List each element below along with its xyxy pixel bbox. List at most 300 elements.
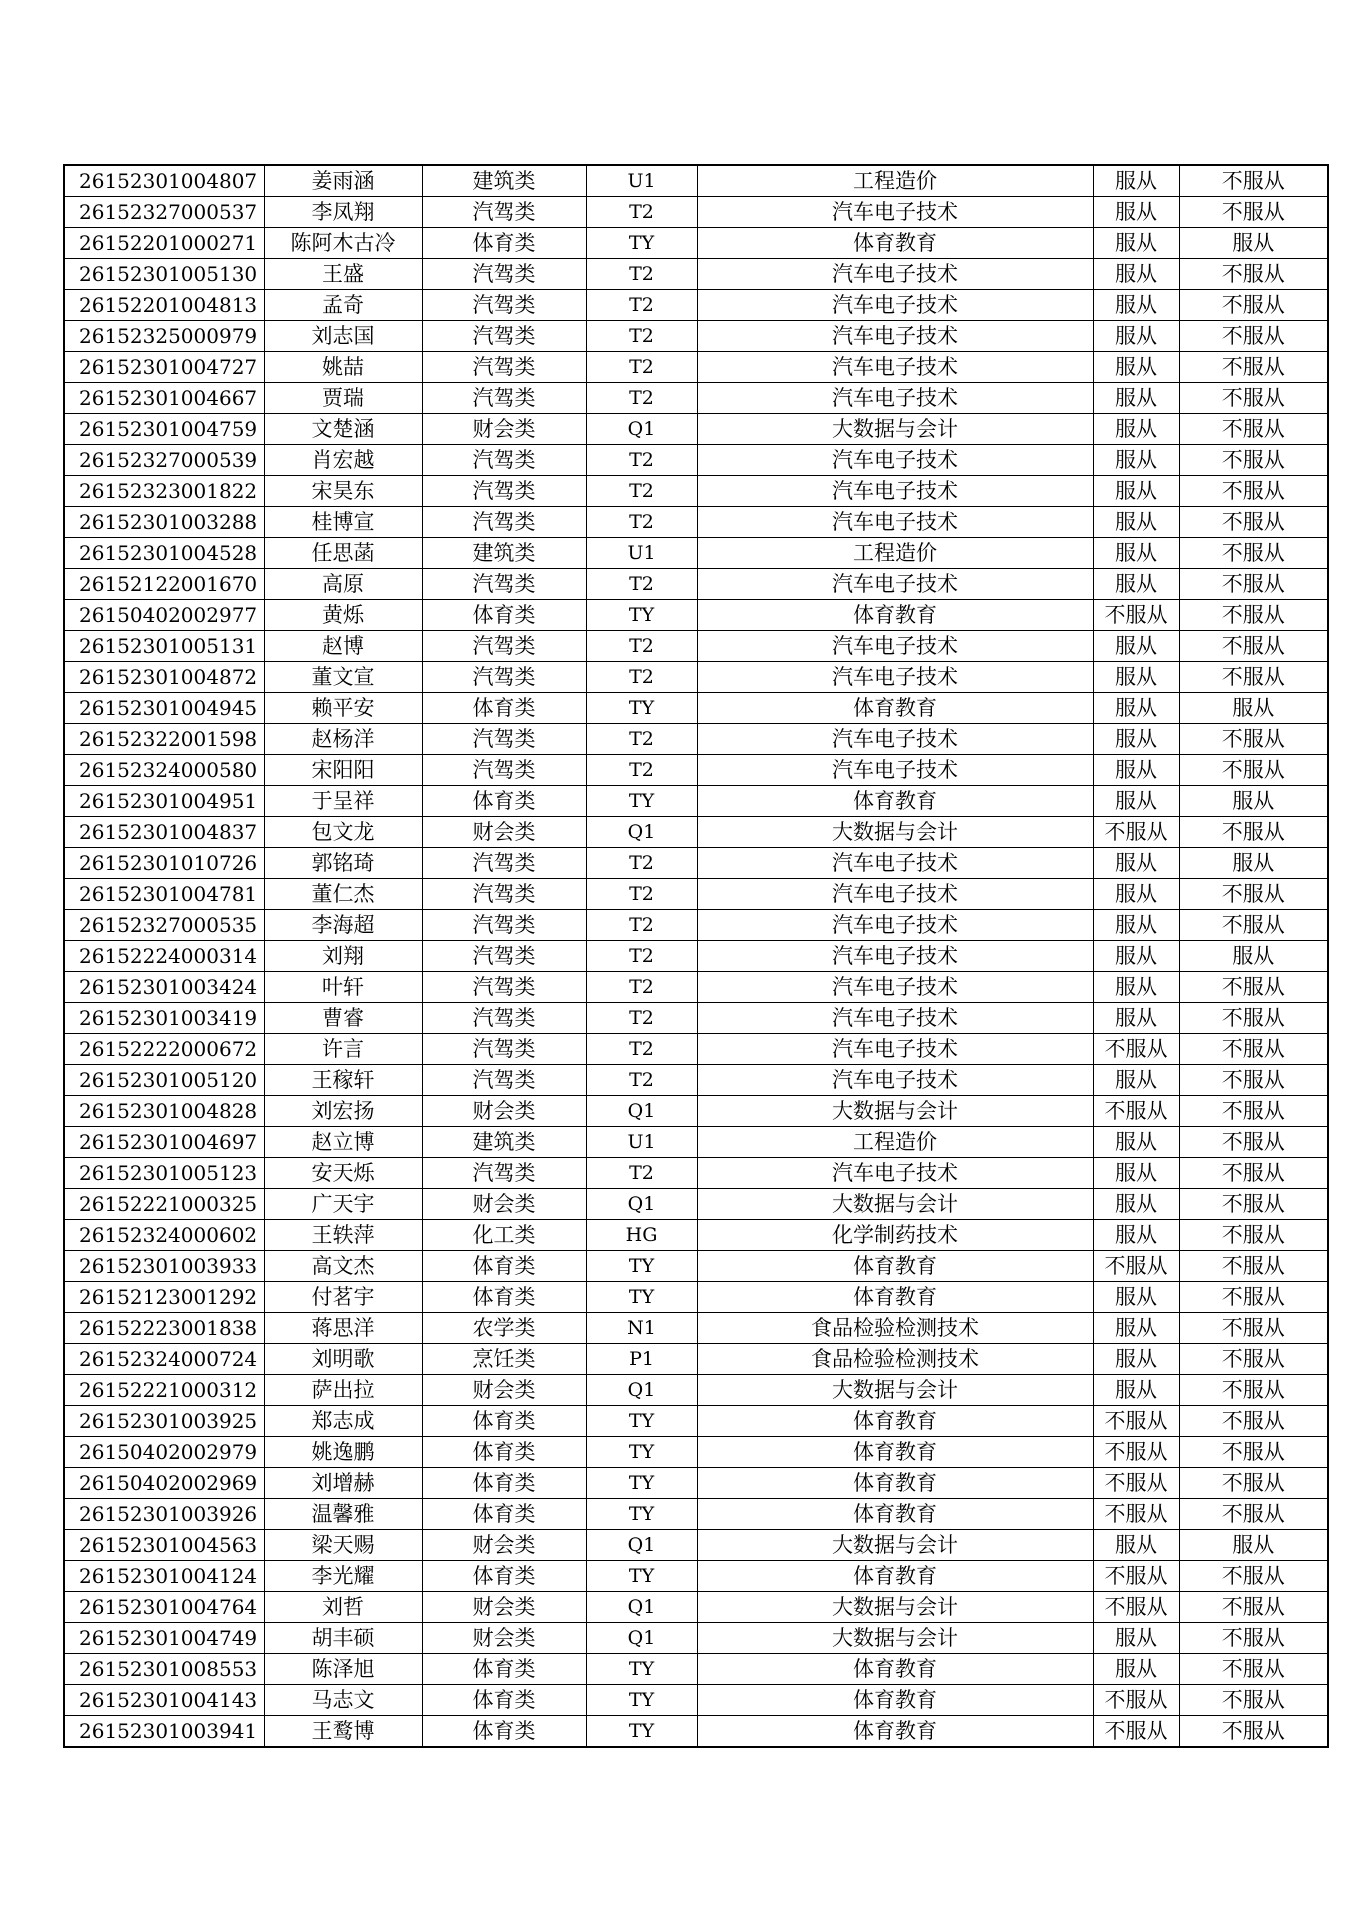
student-name-cell: 董仁杰 bbox=[264, 879, 422, 910]
student-name-cell: 马志文 bbox=[264, 1685, 422, 1716]
major-cell: 体育教育 bbox=[697, 1251, 1093, 1282]
code-cell: U1 bbox=[586, 538, 697, 569]
student-id-cell: 26152301003419 bbox=[64, 1003, 264, 1034]
adjust-obey-cell: 不服从 bbox=[1093, 1685, 1179, 1716]
student-name-cell: 蒋思洋 bbox=[264, 1313, 422, 1344]
second-obey-cell: 不服从 bbox=[1179, 1251, 1328, 1282]
second-obey-cell: 不服从 bbox=[1179, 290, 1328, 321]
student-id-cell: 26152301005131 bbox=[64, 631, 264, 662]
major-cell: 大数据与会计 bbox=[697, 1530, 1093, 1561]
table-row bbox=[64, 569, 1328, 600]
student-name-cell: 赵杨洋 bbox=[264, 724, 422, 755]
adjust-obey-cell: 服从 bbox=[1093, 538, 1179, 569]
major-cell: 体育教育 bbox=[697, 1499, 1093, 1530]
category-cell: 化工类 bbox=[422, 1220, 586, 1251]
student-id-cell: 26152301004945 bbox=[64, 693, 264, 724]
student-id-cell: 26152301004764 bbox=[64, 1592, 264, 1623]
adjust-obey-cell: 服从 bbox=[1093, 1654, 1179, 1685]
student-id-cell: 26152222000672 bbox=[64, 1034, 264, 1065]
table-body bbox=[64, 165, 1328, 1747]
table-row bbox=[64, 724, 1328, 755]
code-cell: TY bbox=[586, 600, 697, 631]
adjust-obey-cell: 服从 bbox=[1093, 724, 1179, 755]
student-id-cell: 26152301003941 bbox=[64, 1716, 264, 1748]
second-obey-cell: 不服从 bbox=[1179, 476, 1328, 507]
student-name-cell: 王鹜博 bbox=[264, 1716, 422, 1748]
code-cell: T2 bbox=[586, 445, 697, 476]
major-cell: 汽车电子技术 bbox=[697, 910, 1093, 941]
code-cell: Q1 bbox=[586, 414, 697, 445]
student-name-cell: 曹睿 bbox=[264, 1003, 422, 1034]
major-cell: 汽车电子技术 bbox=[697, 755, 1093, 786]
student-name-cell: 桂博宣 bbox=[264, 507, 422, 538]
second-obey-cell: 不服从 bbox=[1179, 879, 1328, 910]
student-id-cell: 26152123001292 bbox=[64, 1282, 264, 1313]
major-cell: 体育教育 bbox=[697, 693, 1093, 724]
second-obey-cell: 不服从 bbox=[1179, 600, 1328, 631]
table-row bbox=[64, 1468, 1328, 1499]
category-cell: 体育类 bbox=[422, 600, 586, 631]
student-name-cell: 王盛 bbox=[264, 259, 422, 290]
student-name-cell: 王稼轩 bbox=[264, 1065, 422, 1096]
student-id-cell: 26152323001822 bbox=[64, 476, 264, 507]
category-cell: 汽驾类 bbox=[422, 507, 586, 538]
student-name-cell: 高原 bbox=[264, 569, 422, 600]
major-cell: 体育教育 bbox=[697, 1561, 1093, 1592]
adjust-obey-cell: 服从 bbox=[1093, 1189, 1179, 1220]
second-obey-cell: 不服从 bbox=[1179, 1003, 1328, 1034]
student-id-cell: 26152301008553 bbox=[64, 1654, 264, 1685]
code-cell: TY bbox=[586, 1406, 697, 1437]
major-cell: 汽车电子技术 bbox=[697, 321, 1093, 352]
code-cell: T2 bbox=[586, 848, 697, 879]
student-id-cell: 26152324000602 bbox=[64, 1220, 264, 1251]
major-cell: 汽车电子技术 bbox=[697, 972, 1093, 1003]
major-cell: 汽车电子技术 bbox=[697, 383, 1093, 414]
category-cell: 建筑类 bbox=[422, 165, 586, 197]
student-id-cell: 26152325000979 bbox=[64, 321, 264, 352]
table-row bbox=[64, 1096, 1328, 1127]
major-cell: 汽车电子技术 bbox=[697, 724, 1093, 755]
adjust-obey-cell: 服从 bbox=[1093, 321, 1179, 352]
code-cell: T2 bbox=[586, 1065, 697, 1096]
adjust-obey-cell: 服从 bbox=[1093, 910, 1179, 941]
category-cell: 体育类 bbox=[422, 693, 586, 724]
category-cell: 体育类 bbox=[422, 1561, 586, 1592]
adjust-obey-cell: 服从 bbox=[1093, 1530, 1179, 1561]
second-obey-cell: 不服从 bbox=[1179, 1406, 1328, 1437]
student-id-cell: 26152301004837 bbox=[64, 817, 264, 848]
student-name-cell: 赖平安 bbox=[264, 693, 422, 724]
second-obey-cell: 不服从 bbox=[1179, 538, 1328, 569]
major-cell: 大数据与会计 bbox=[697, 1096, 1093, 1127]
student-id-cell: 26152122001670 bbox=[64, 569, 264, 600]
student-name-cell: 郑志成 bbox=[264, 1406, 422, 1437]
category-cell: 体育类 bbox=[422, 1499, 586, 1530]
major-cell: 汽车电子技术 bbox=[697, 1065, 1093, 1096]
student-name-cell: 于呈祥 bbox=[264, 786, 422, 817]
student-name-cell: 付茗宇 bbox=[264, 1282, 422, 1313]
adjust-obey-cell: 服从 bbox=[1093, 786, 1179, 817]
category-cell: 财会类 bbox=[422, 817, 586, 848]
adjust-obey-cell: 服从 bbox=[1093, 197, 1179, 228]
student-name-cell: 郭铭琦 bbox=[264, 848, 422, 879]
major-cell: 汽车电子技术 bbox=[697, 1158, 1093, 1189]
second-obey-cell: 不服从 bbox=[1179, 1096, 1328, 1127]
student-name-cell: 刘哲 bbox=[264, 1592, 422, 1623]
student-id-cell: 26152301004143 bbox=[64, 1685, 264, 1716]
major-cell: 汽车电子技术 bbox=[697, 476, 1093, 507]
second-obey-cell: 不服从 bbox=[1179, 1685, 1328, 1716]
table-row bbox=[64, 259, 1328, 290]
student-id-cell: 26152301004872 bbox=[64, 662, 264, 693]
student-id-cell: 26152301004727 bbox=[64, 352, 264, 383]
table-row bbox=[64, 972, 1328, 1003]
category-cell: 体育类 bbox=[422, 228, 586, 259]
student-name-cell: 安天烁 bbox=[264, 1158, 422, 1189]
student-id-cell: 26152301003926 bbox=[64, 1499, 264, 1530]
second-obey-cell: 不服从 bbox=[1179, 445, 1328, 476]
major-cell: 工程造价 bbox=[697, 165, 1093, 197]
table-row bbox=[64, 352, 1328, 383]
category-cell: 体育类 bbox=[422, 1251, 586, 1282]
student-id-cell: 26152327000539 bbox=[64, 445, 264, 476]
major-cell: 汽车电子技术 bbox=[697, 1003, 1093, 1034]
code-cell: TY bbox=[586, 1468, 697, 1499]
student-id-cell: 26152301005120 bbox=[64, 1065, 264, 1096]
adjust-obey-cell: 不服从 bbox=[1093, 600, 1179, 631]
code-cell: T2 bbox=[586, 755, 697, 786]
table-row bbox=[64, 165, 1328, 197]
category-cell: 汽驾类 bbox=[422, 321, 586, 352]
table-row bbox=[64, 786, 1328, 817]
table-row bbox=[64, 1220, 1328, 1251]
second-obey-cell: 不服从 bbox=[1179, 1282, 1328, 1313]
table-row bbox=[64, 321, 1328, 352]
table-row bbox=[64, 383, 1328, 414]
major-cell: 汽车电子技术 bbox=[697, 352, 1093, 383]
major-cell: 体育教育 bbox=[697, 600, 1093, 631]
adjust-obey-cell: 服从 bbox=[1093, 414, 1179, 445]
second-obey-cell: 不服从 bbox=[1179, 1158, 1328, 1189]
code-cell: TY bbox=[586, 1251, 697, 1282]
table-row bbox=[64, 1654, 1328, 1685]
student-name-cell: 萨出拉 bbox=[264, 1375, 422, 1406]
table-row bbox=[64, 1127, 1328, 1158]
code-cell: U1 bbox=[586, 1127, 697, 1158]
student-id-cell: 26150402002969 bbox=[64, 1468, 264, 1499]
code-cell: TY bbox=[586, 786, 697, 817]
code-cell: TY bbox=[586, 1282, 697, 1313]
second-obey-cell: 不服从 bbox=[1179, 1313, 1328, 1344]
table-row bbox=[64, 1344, 1328, 1375]
adjust-obey-cell: 服从 bbox=[1093, 476, 1179, 507]
student-name-cell: 刘明歌 bbox=[264, 1344, 422, 1375]
student-id-cell: 26152301003933 bbox=[64, 1251, 264, 1282]
category-cell: 烹饪类 bbox=[422, 1344, 586, 1375]
table-row bbox=[64, 631, 1328, 662]
table-row bbox=[64, 197, 1328, 228]
student-name-cell: 宋昊东 bbox=[264, 476, 422, 507]
student-id-cell: 26152322001598 bbox=[64, 724, 264, 755]
adjust-obey-cell: 服从 bbox=[1093, 1282, 1179, 1313]
second-obey-cell: 不服从 bbox=[1179, 1561, 1328, 1592]
student-id-cell: 26152301003925 bbox=[64, 1406, 264, 1437]
category-cell: 汽驾类 bbox=[422, 259, 586, 290]
table-row bbox=[64, 941, 1328, 972]
major-cell: 汽车电子技术 bbox=[697, 1034, 1093, 1065]
code-cell: Q1 bbox=[586, 1375, 697, 1406]
major-cell: 汽车电子技术 bbox=[697, 941, 1093, 972]
second-obey-cell: 不服从 bbox=[1179, 662, 1328, 693]
category-cell: 汽驾类 bbox=[422, 848, 586, 879]
adjust-obey-cell: 不服从 bbox=[1093, 817, 1179, 848]
code-cell: T2 bbox=[586, 197, 697, 228]
adjust-obey-cell: 服从 bbox=[1093, 507, 1179, 538]
second-obey-cell: 服从 bbox=[1179, 786, 1328, 817]
code-cell: TY bbox=[586, 228, 697, 259]
category-cell: 财会类 bbox=[422, 1623, 586, 1654]
second-obey-cell: 服从 bbox=[1179, 1530, 1328, 1561]
adjust-obey-cell: 服从 bbox=[1093, 693, 1179, 724]
adjust-obey-cell: 服从 bbox=[1093, 972, 1179, 1003]
adjust-obey-cell: 服从 bbox=[1093, 1158, 1179, 1189]
major-cell: 工程造价 bbox=[697, 538, 1093, 569]
admission-table bbox=[63, 164, 1329, 1748]
student-id-cell: 26152324000580 bbox=[64, 755, 264, 786]
student-id-cell: 26152324000724 bbox=[64, 1344, 264, 1375]
code-cell: T2 bbox=[586, 1158, 697, 1189]
student-id-cell: 26152301004781 bbox=[64, 879, 264, 910]
code-cell: P1 bbox=[586, 1344, 697, 1375]
student-name-cell: 刘翔 bbox=[264, 941, 422, 972]
student-id-cell: 26150402002977 bbox=[64, 600, 264, 631]
code-cell: TY bbox=[586, 693, 697, 724]
student-name-cell: 高文杰 bbox=[264, 1251, 422, 1282]
major-cell: 汽车电子技术 bbox=[697, 197, 1093, 228]
code-cell: T2 bbox=[586, 476, 697, 507]
table-row bbox=[64, 1034, 1328, 1065]
second-obey-cell: 不服从 bbox=[1179, 972, 1328, 1003]
student-name-cell: 王轶萍 bbox=[264, 1220, 422, 1251]
second-obey-cell: 不服从 bbox=[1179, 352, 1328, 383]
code-cell: TY bbox=[586, 1561, 697, 1592]
table-row bbox=[64, 445, 1328, 476]
category-cell: 汽驾类 bbox=[422, 879, 586, 910]
second-obey-cell: 不服从 bbox=[1179, 1189, 1328, 1220]
student-name-cell: 包文龙 bbox=[264, 817, 422, 848]
category-cell: 体育类 bbox=[422, 1468, 586, 1499]
major-cell: 汽车电子技术 bbox=[697, 290, 1093, 321]
table-row bbox=[64, 1530, 1328, 1561]
second-obey-cell: 不服从 bbox=[1179, 1375, 1328, 1406]
major-cell: 体育教育 bbox=[697, 1654, 1093, 1685]
major-cell: 汽车电子技术 bbox=[697, 848, 1093, 879]
category-cell: 体育类 bbox=[422, 786, 586, 817]
major-cell: 食品检验检测技术 bbox=[697, 1313, 1093, 1344]
code-cell: T2 bbox=[586, 724, 697, 755]
table-row bbox=[64, 1685, 1328, 1716]
student-id-cell: 26152301003424 bbox=[64, 972, 264, 1003]
adjust-obey-cell: 服从 bbox=[1093, 1375, 1179, 1406]
second-obey-cell: 服从 bbox=[1179, 228, 1328, 259]
student-id-cell: 26152301004563 bbox=[64, 1530, 264, 1561]
code-cell: T2 bbox=[586, 941, 697, 972]
category-cell: 汽驾类 bbox=[422, 631, 586, 662]
student-name-cell: 李凤翔 bbox=[264, 197, 422, 228]
second-obey-cell: 不服从 bbox=[1179, 1499, 1328, 1530]
student-name-cell: 李光耀 bbox=[264, 1561, 422, 1592]
code-cell: HG bbox=[586, 1220, 697, 1251]
code-cell: T2 bbox=[586, 290, 697, 321]
code-cell: Q1 bbox=[586, 1623, 697, 1654]
table-row bbox=[64, 1561, 1328, 1592]
second-obey-cell: 不服从 bbox=[1179, 507, 1328, 538]
second-obey-cell: 不服从 bbox=[1179, 724, 1328, 755]
table-row bbox=[64, 1282, 1328, 1313]
major-cell: 食品检验检测技术 bbox=[697, 1344, 1093, 1375]
category-cell: 体育类 bbox=[422, 1437, 586, 1468]
adjust-obey-cell: 服从 bbox=[1093, 879, 1179, 910]
student-name-cell: 姚逸鹏 bbox=[264, 1437, 422, 1468]
adjust-obey-cell: 服从 bbox=[1093, 1344, 1179, 1375]
adjust-obey-cell: 服从 bbox=[1093, 1065, 1179, 1096]
table-row bbox=[64, 1313, 1328, 1344]
second-obey-cell: 服从 bbox=[1179, 941, 1328, 972]
major-cell: 大数据与会计 bbox=[697, 1375, 1093, 1406]
major-cell: 汽车电子技术 bbox=[697, 507, 1093, 538]
category-cell: 汽驾类 bbox=[422, 352, 586, 383]
student-name-cell: 任思菡 bbox=[264, 538, 422, 569]
code-cell: TY bbox=[586, 1654, 697, 1685]
student-id-cell: 26152327000537 bbox=[64, 197, 264, 228]
major-cell: 体育教育 bbox=[697, 786, 1093, 817]
category-cell: 建筑类 bbox=[422, 1127, 586, 1158]
table-row bbox=[64, 414, 1328, 445]
table-row bbox=[64, 1716, 1328, 1748]
category-cell: 汽驾类 bbox=[422, 972, 586, 1003]
student-name-cell: 刘宏扬 bbox=[264, 1096, 422, 1127]
student-id-cell: 26152201000271 bbox=[64, 228, 264, 259]
adjust-obey-cell: 不服从 bbox=[1093, 1437, 1179, 1468]
student-name-cell: 文楚涵 bbox=[264, 414, 422, 445]
second-obey-cell: 不服从 bbox=[1179, 383, 1328, 414]
student-name-cell: 赵博 bbox=[264, 631, 422, 662]
category-cell: 财会类 bbox=[422, 1096, 586, 1127]
student-name-cell: 刘志国 bbox=[264, 321, 422, 352]
table-row bbox=[64, 600, 1328, 631]
student-id-cell: 26152301004124 bbox=[64, 1561, 264, 1592]
code-cell: T2 bbox=[586, 259, 697, 290]
second-obey-cell: 不服从 bbox=[1179, 1034, 1328, 1065]
major-cell: 大数据与会计 bbox=[697, 414, 1093, 445]
table-row bbox=[64, 1592, 1328, 1623]
adjust-obey-cell: 服从 bbox=[1093, 445, 1179, 476]
adjust-obey-cell: 不服从 bbox=[1093, 1592, 1179, 1623]
adjust-obey-cell: 服从 bbox=[1093, 1313, 1179, 1344]
student-id-cell: 26152223001838 bbox=[64, 1313, 264, 1344]
major-cell: 体育教育 bbox=[697, 1282, 1093, 1313]
second-obey-cell: 不服从 bbox=[1179, 1437, 1328, 1468]
second-obey-cell: 不服从 bbox=[1179, 165, 1328, 197]
category-cell: 体育类 bbox=[422, 1654, 586, 1685]
second-obey-cell: 不服从 bbox=[1179, 1065, 1328, 1096]
table-row bbox=[64, 1158, 1328, 1189]
student-id-cell: 26152301005123 bbox=[64, 1158, 264, 1189]
category-cell: 体育类 bbox=[422, 1406, 586, 1437]
table-row bbox=[64, 1375, 1328, 1406]
table-row bbox=[64, 1189, 1328, 1220]
table-row bbox=[64, 1003, 1328, 1034]
second-obey-cell: 不服从 bbox=[1179, 755, 1328, 786]
adjust-obey-cell: 不服从 bbox=[1093, 1096, 1179, 1127]
major-cell: 工程造价 bbox=[697, 1127, 1093, 1158]
category-cell: 汽驾类 bbox=[422, 476, 586, 507]
student-name-cell: 陈泽旭 bbox=[264, 1654, 422, 1685]
table-row bbox=[64, 1406, 1328, 1437]
student-id-cell: 26152301004697 bbox=[64, 1127, 264, 1158]
student-name-cell: 肖宏越 bbox=[264, 445, 422, 476]
code-cell: T2 bbox=[586, 631, 697, 662]
second-obey-cell: 不服从 bbox=[1179, 1623, 1328, 1654]
student-name-cell: 陈阿木古冷 bbox=[264, 228, 422, 259]
second-obey-cell: 不服从 bbox=[1179, 817, 1328, 848]
table-row bbox=[64, 1065, 1328, 1096]
major-cell: 体育教育 bbox=[697, 1685, 1093, 1716]
code-cell: N1 bbox=[586, 1313, 697, 1344]
table-row bbox=[64, 817, 1328, 848]
major-cell: 体育教育 bbox=[697, 1716, 1093, 1748]
category-cell: 汽驾类 bbox=[422, 1158, 586, 1189]
category-cell: 汽驾类 bbox=[422, 1034, 586, 1065]
student-id-cell: 26152301004951 bbox=[64, 786, 264, 817]
adjust-obey-cell: 服从 bbox=[1093, 755, 1179, 786]
student-id-cell: 26152327000535 bbox=[64, 910, 264, 941]
student-id-cell: 26152201004813 bbox=[64, 290, 264, 321]
table-row bbox=[64, 879, 1328, 910]
adjust-obey-cell: 不服从 bbox=[1093, 1716, 1179, 1748]
student-name-cell: 叶轩 bbox=[264, 972, 422, 1003]
major-cell: 汽车电子技术 bbox=[697, 445, 1093, 476]
table-row bbox=[64, 910, 1328, 941]
category-cell: 建筑类 bbox=[422, 538, 586, 569]
code-cell: T2 bbox=[586, 662, 697, 693]
code-cell: TY bbox=[586, 1716, 697, 1748]
second-obey-cell: 不服从 bbox=[1179, 321, 1328, 352]
adjust-obey-cell: 不服从 bbox=[1093, 1406, 1179, 1437]
table-row bbox=[64, 1499, 1328, 1530]
category-cell: 汽驾类 bbox=[422, 724, 586, 755]
table-row bbox=[64, 848, 1328, 879]
second-obey-cell: 不服从 bbox=[1179, 1716, 1328, 1748]
student-id-cell: 26152301003288 bbox=[64, 507, 264, 538]
second-obey-cell: 不服从 bbox=[1179, 631, 1328, 662]
adjust-obey-cell: 不服从 bbox=[1093, 1034, 1179, 1065]
table-row bbox=[64, 538, 1328, 569]
major-cell: 体育教育 bbox=[697, 1406, 1093, 1437]
category-cell: 财会类 bbox=[422, 1375, 586, 1406]
table-row bbox=[64, 228, 1328, 259]
student-name-cell: 梁天赐 bbox=[264, 1530, 422, 1561]
adjust-obey-cell: 服从 bbox=[1093, 352, 1179, 383]
category-cell: 汽驾类 bbox=[422, 569, 586, 600]
student-id-cell: 26152221000325 bbox=[64, 1189, 264, 1220]
code-cell: T2 bbox=[586, 910, 697, 941]
adjust-obey-cell: 服从 bbox=[1093, 1003, 1179, 1034]
adjust-obey-cell: 服从 bbox=[1093, 1127, 1179, 1158]
major-cell: 大数据与会计 bbox=[697, 1189, 1093, 1220]
second-obey-cell: 不服从 bbox=[1179, 259, 1328, 290]
